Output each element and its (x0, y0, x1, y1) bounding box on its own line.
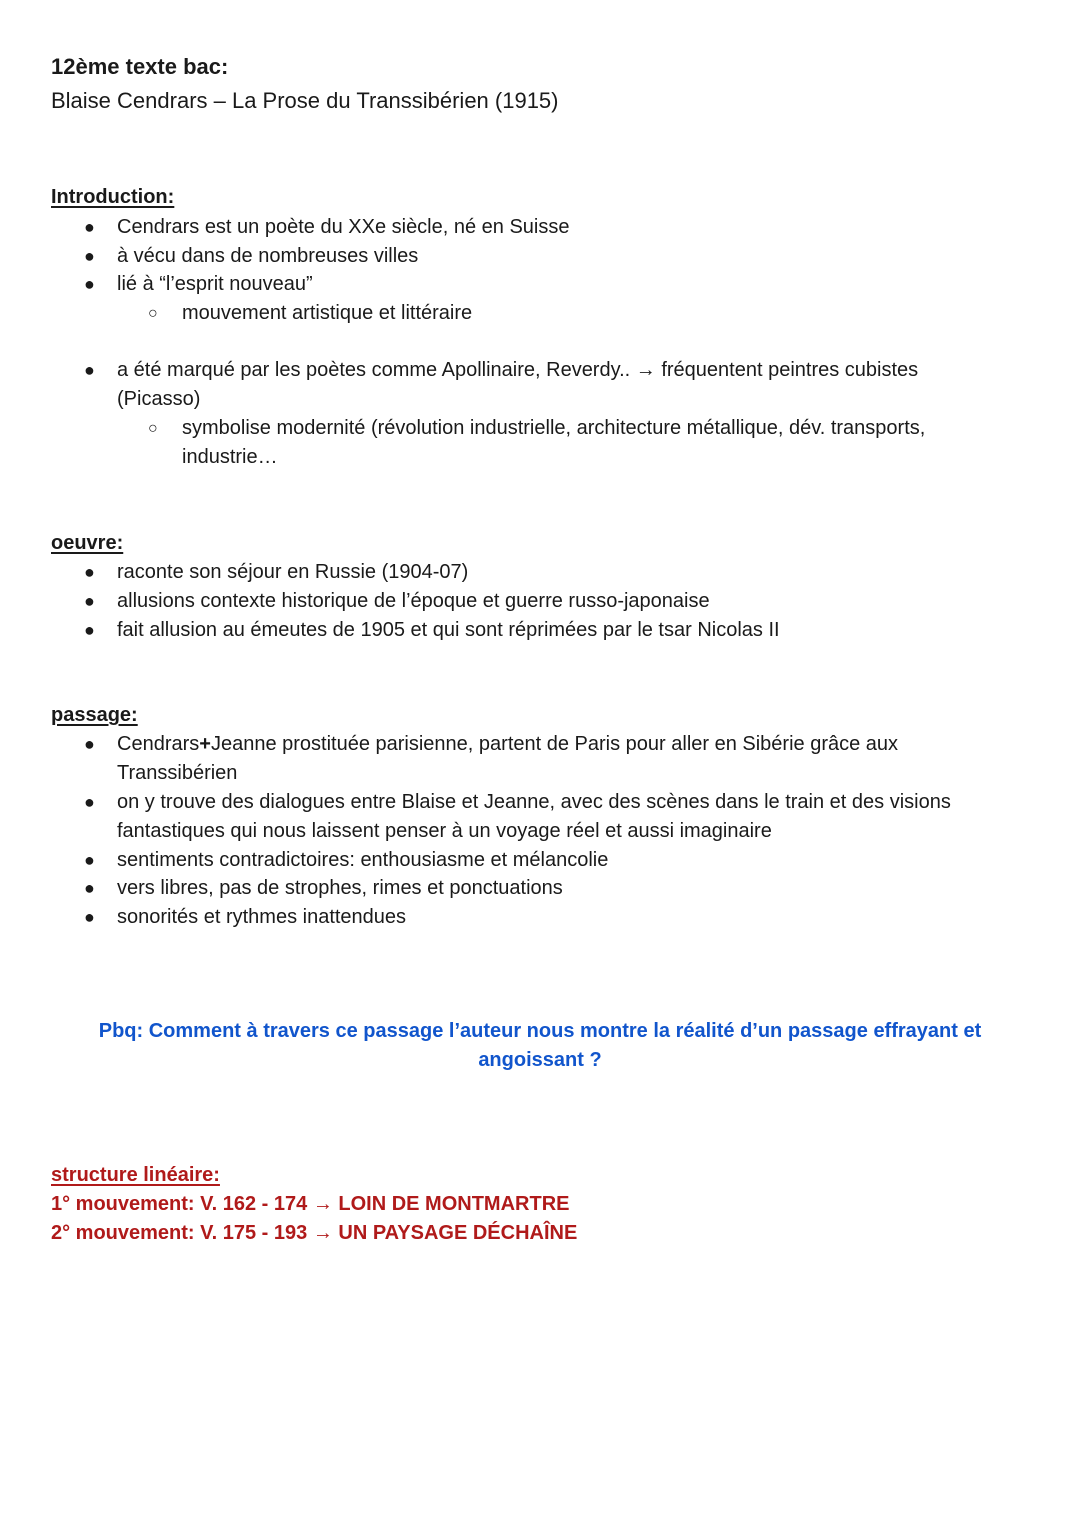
bullet-icon: ● (84, 217, 95, 237)
oeuvre-item: fait allusion au émeutes de 1905 et qui sont réprimées par le tsar Nicolas II (117, 619, 780, 641)
introduction-item: lié à “l’esprit nouveau” (117, 273, 313, 295)
bullet-icon: ● (84, 792, 95, 812)
sub-bullet-icon: ○ (148, 305, 158, 322)
bullet-icon: ● (84, 907, 95, 927)
oeuvre-item: raconte son séjour en Russie (1904-07) (117, 561, 469, 583)
document-subtitle: Blaise Cendrars – La Prose du Transsibérien (1915) (51, 88, 559, 113)
introduction-item-line: a été marqué par les poètes comme Apollinaire, Reverdy.. → fréquentent peintres cubistes (117, 359, 919, 381)
passage-item-line: fantastiques qui nous laissent penser à un voyage réel et aussi imaginaire (117, 820, 772, 842)
passage-item-line: Transsibérien (117, 762, 238, 784)
bullet-icon: ● (84, 562, 95, 582)
introduction-sub-item-line: symbolise modernité (révolution industrielle, architecture métallique, dév. transports, (182, 417, 926, 439)
bullet-icon: ● (84, 274, 95, 294)
introduction-sub-item-line: industrie… (182, 446, 278, 468)
problematique-line: Pbq: Comment à travers ce passage l’auteur nous montre la réalité d’un passage effrayant et (98, 1020, 982, 1042)
passage-item: vers libres, pas de strophes, rimes et ponctuations (117, 877, 563, 899)
bullet-icon: ● (84, 734, 95, 754)
bullet-icon: ● (84, 591, 95, 611)
movement-1: 1° mouvement: V. 162 - 174 → LOIN DE MONTMARTRE (51, 1193, 570, 1215)
introduction-heading: Introduction: (51, 186, 175, 208)
plus-sign: + (199, 733, 211, 755)
bullet-icon: ● (84, 620, 95, 640)
passage-item-text: Cendrars (117, 733, 200, 755)
bullet-icon: ● (84, 246, 95, 266)
introduction-item: à vécu dans de nombreuses villes (117, 245, 419, 267)
passage-item-line: on y trouve des dialogues entre Blaise et Jeanne, avec des scènes dans le train et des visions (117, 791, 951, 813)
passage-heading: passage: (51, 704, 138, 726)
bullet-icon: ● (84, 850, 95, 870)
introduction-item-line: (Picasso) (117, 388, 201, 410)
introduction-sub-item: mouvement artistique et littéraire (182, 302, 473, 324)
sub-bullet-icon: ○ (148, 420, 158, 437)
passage-item: sentiments contradictoires: enthousiasme et mélancolie (117, 849, 609, 871)
passage-item: sonorités et rythmes inattendues (117, 906, 407, 928)
passage-item-text: Jeanne prostituée parisienne, partent de Paris pour aller en Sibérie grâce aux (210, 733, 899, 755)
problematique-line: angoissant ? (478, 1049, 602, 1071)
passage-item-line (117, 730, 898, 759)
introduction-item: Cendrars est un poète du XXe siècle, né en Suisse (117, 216, 570, 238)
oeuvre-heading: oeuvre: (51, 532, 124, 554)
bullet-icon: ● (84, 360, 95, 380)
document-title: 12ème texte bac: (51, 54, 229, 79)
structure-heading: structure linéaire: (51, 1164, 220, 1186)
movement-2: 2° mouvement: V. 175 - 193 → UN PAYSAGE DÉCHAÎNE (51, 1222, 578, 1244)
bullet-icon: ● (84, 878, 95, 898)
oeuvre-item: allusions contexte historique de l’époque et guerre russo-japonaise (117, 590, 710, 612)
